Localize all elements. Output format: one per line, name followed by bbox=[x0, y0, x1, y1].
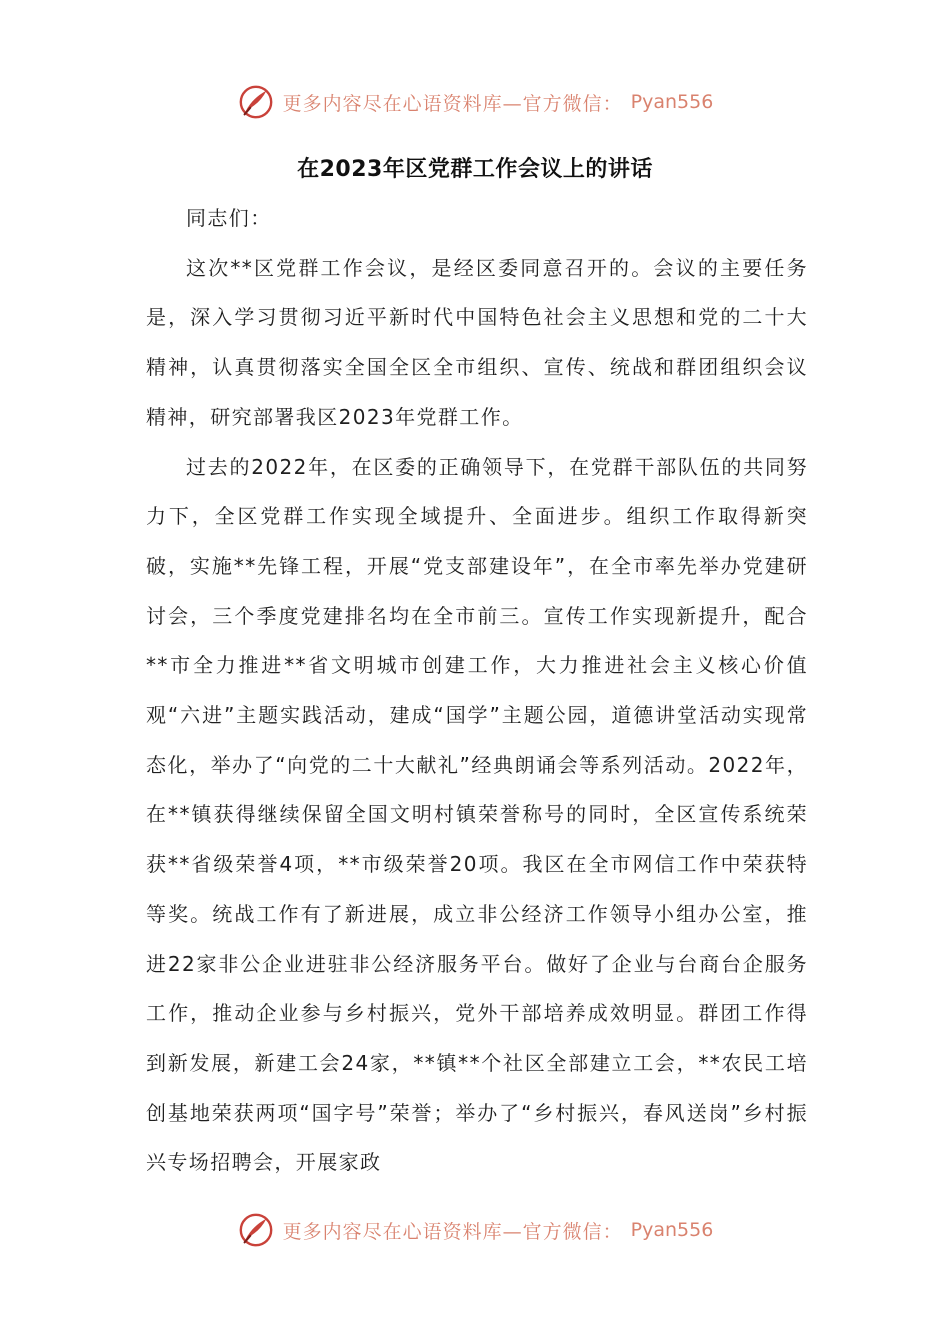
document-title: 在2023年区党群工作会议上的讲话 bbox=[297, 157, 653, 182]
paragraph-2: 过去的2022年，在区委的正确领导下，在党群干部队伍的共同努力下，全区党群工作实现全域提升、全面进步。组织工作取得新突破，实施**先锋工程，开展“党支部建设年”，在全市率先举办党建研讨会，三个季度党建排名均在全市前三。宣传工作实现新提升，配合**市全力推进**省文明城市创建工作，大力推进社会主义核心价值观“六进”主题实践活动，建成“国学”主题公园，道德讲堂活动实现常态化，举办了“向党的二十大献礼”经典朗诵会等系列活动。2022年，在**镇获得继续保留全国文明村镇荣誉称号的同时，全区宣传系统荣获**省级荣誉4项，**市级荣誉20项。我区在全市网信工作中荣获特等奖。统战工作有了新进展，成立非公经济工作领导小组办公室，推进22家非公企业进驻非公经济服务平台。做好了企业与台商台企服务工作，推动企业参与乡村振兴，党外干部培养成效明显。群团工作得到新发展，新建工会24家，**镇**个社区全部建立工会，**农民工培创基地荣获两项“国字号”荣誉；举办了“乡村振兴，春风送岗”乡村振兴专场招聘会，开展家政 bbox=[146, 454, 808, 1175]
quill-logo-icon bbox=[237, 1211, 275, 1249]
paragraph-1: 这次**区党群工作会议，是经区委同意召开的。会议的主要任务是，深入学习贯彻习近平新时代中国特色社会主义思想和党的二十大精神，认真贯彻落实全国全区全市组织、宣传、统战和群团组织会议精神，研究部署我区2023年党群工作。 bbox=[146, 255, 808, 429]
document-body bbox=[146, 194, 808, 1188]
header-watermark-banner bbox=[0, 80, 950, 124]
salutation: 同志们： bbox=[186, 206, 272, 230]
header-banner-text: 更多内容尽在心语资料库—官方微信： bbox=[282, 92, 623, 115]
footer-banner-handle: Pyan556 bbox=[630, 1219, 714, 1241]
footer-watermark-banner bbox=[0, 1208, 950, 1252]
header-banner-handle: Pyan556 bbox=[630, 91, 714, 113]
quill-logo-icon bbox=[237, 83, 275, 121]
footer-banner-text: 更多内容尽在心语资料库—官方微信： bbox=[282, 1220, 623, 1243]
